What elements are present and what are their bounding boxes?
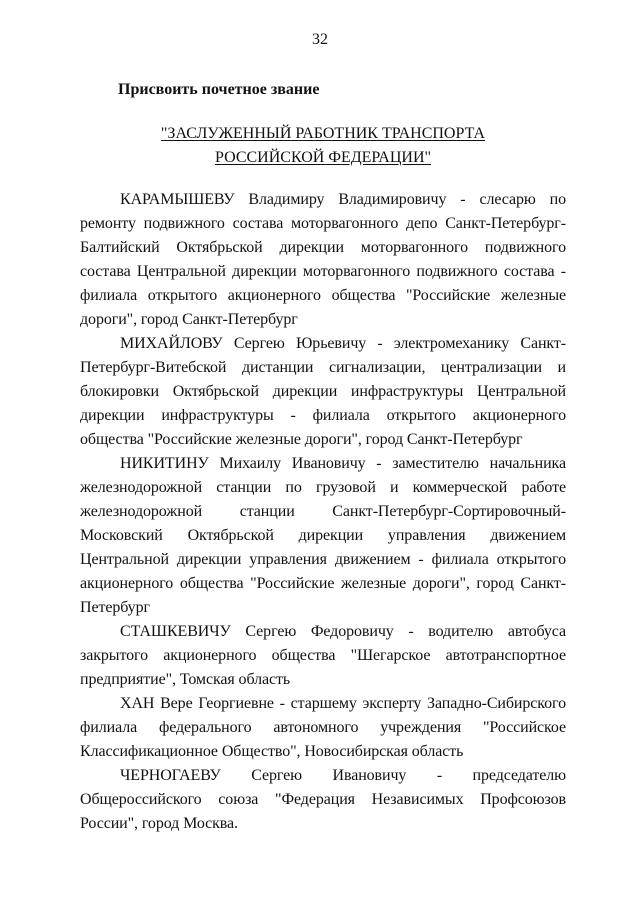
awardee-entry: СТАШКЕВИЧУ Сергею Федоровичу - водителю автобуса закрытого акционерного общества "Шегарское автотранспортное предприятие", Томская область [80,623,566,688]
awardee-entry: НИКИТИНУ Михаилу Ивановичу - заместителю начальника железнодорожной станции по грузовой и коммерческой работе железнодорожной станции Санкт-Петербург-Сортировочный-Московский Октябрьской дирекции управления движением Центральной дирекции управления движением - филиала открытого акционерного общества "Российские железные дороги", город Санкт-Петербург [80,455,566,616]
honorary-title-line-2: РОССИЙСКОЙ ФЕДЕРАЦИИ" [214,149,432,166]
page-number: 32 [312,31,328,48]
honorary-title [80,122,566,170]
honorary-title-line-1: "ЗАСЛУЖЕННЫЙ РАБОТНИК ТРАНСПОРТА [160,125,486,142]
awardee-entry: КАРАМЫШЕВУ Владимиру Владимировичу - слесарю по ремонту подвижного состава моторвагонного депо Санкт-Петербург-Балтийский Октябрьской дирекции моторвагонного подвижного состава Центральной дирекции моторвагонного подвижного состава - филиала открытого акционерного общества "Российские железные дороги", город Санкт-Петербург [80,191,566,328]
awardee-entry: ЧЕРНОГАЕВУ Сергею Ивановичу - председателю Общероссийского союза "Федерация Независимых Профсоюзов России", город Москва. [80,767,566,832]
awardee-list [80,188,566,836]
decree-heading: Присвоить почетное звание [118,81,320,98]
awardee-entry: МИХАЙЛОВУ Сергею Юрьевичу - электромеханику Санкт-Петербург-Витебской дистанции сигнализации, централизации и блокировки Октябрьской дирекции инфраструктуры Центральной дирекции инфраструктуры - филиала открытого акционерного общества "Российские железные дороги", город Санкт-Петербург [80,335,566,448]
awardee-entry: ХАН Вере Георгиевне - старшему эксперту Западно-Сибирского филиала федерального автономного учреждения "Российское Классификационное Общество", Новосибирская область [80,695,566,760]
